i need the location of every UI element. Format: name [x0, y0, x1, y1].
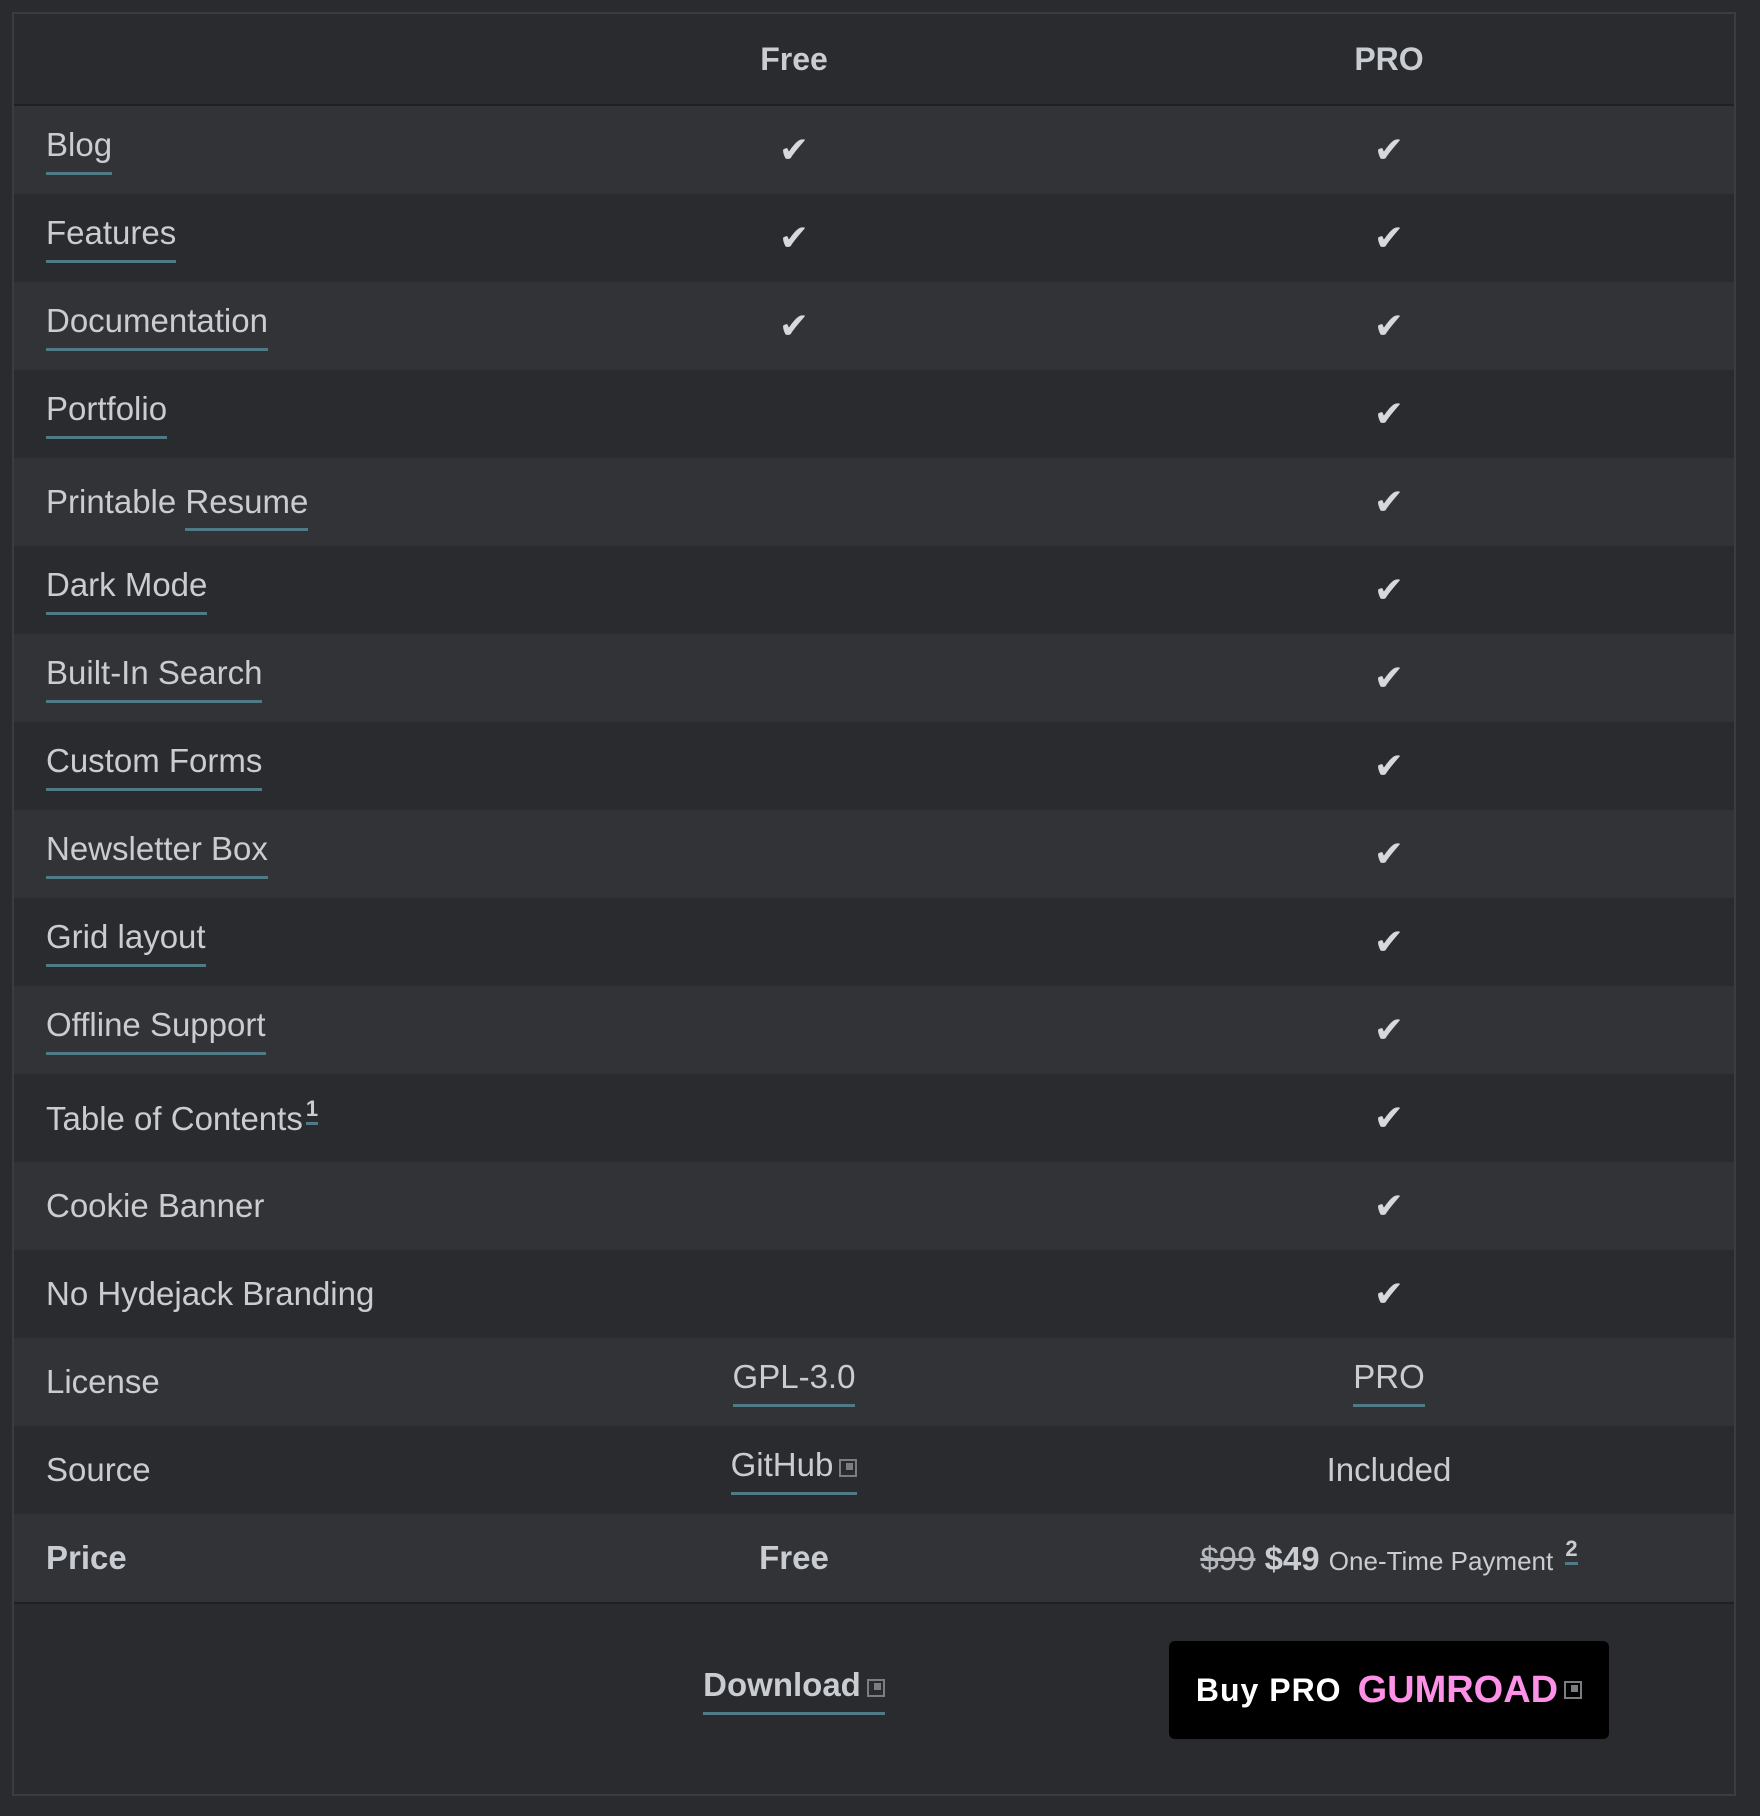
feature-link[interactable]: Grid layout: [46, 917, 206, 968]
buy-pro-button[interactable]: [1169, 1641, 1609, 1739]
source-row: [14, 1426, 1734, 1514]
check-icon: ✔: [1373, 129, 1405, 171]
table-row: [14, 282, 1734, 370]
feature-link[interactable]: Dark Mode: [46, 565, 207, 616]
check-icon: ✔: [1373, 921, 1405, 963]
license-pro-link[interactable]: PRO: [1353, 1357, 1425, 1408]
external-link-icon: [867, 1679, 885, 1697]
feature-link[interactable]: Built-In Search: [46, 653, 262, 704]
check-icon: ✔: [1373, 745, 1405, 787]
feature-link[interactable]: Portfolio: [46, 389, 167, 440]
license-row: [14, 1338, 1734, 1426]
check-icon: ✔: [1373, 833, 1405, 875]
feature-link[interactable]: Blog: [46, 125, 112, 176]
check-icon: ✔: [778, 129, 810, 171]
check-icon: ✔: [1373, 481, 1405, 523]
table-row: [14, 194, 1734, 282]
feature-link[interactable]: Custom Forms: [46, 741, 262, 792]
feature-link[interactable]: Newsletter Box: [46, 829, 268, 880]
feature-link[interactable]: Resume: [185, 483, 308, 531]
check-icon: ✔: [1373, 217, 1405, 259]
table-row: [14, 105, 1734, 194]
check-icon: ✔: [1373, 657, 1405, 699]
table-row: [14, 458, 1734, 546]
table-row: [14, 634, 1734, 722]
license-free-link[interactable]: GPL-3.0: [733, 1357, 856, 1408]
table-row: [14, 1074, 1734, 1162]
source-pro-value: Included: [1326, 1451, 1452, 1489]
comparison-table: [14, 14, 1734, 1776]
feature-label: Cookie Banner: [46, 1187, 265, 1225]
github-link-label: GitHub: [730, 1445, 834, 1483]
header-empty: [14, 14, 544, 105]
feature-label: Table of Contents: [46, 1099, 303, 1137]
header-pro: PRO: [1044, 14, 1734, 105]
footnote-link[interactable]: 2: [1565, 1538, 1577, 1565]
check-icon: ✔: [1373, 305, 1405, 347]
header-free: Free: [544, 14, 1044, 105]
table-row: [14, 810, 1734, 898]
check-icon: ✔: [1373, 1273, 1405, 1315]
external-link-icon: [839, 1459, 857, 1477]
buy-pro-label: Buy PRO: [1195, 1671, 1342, 1708]
table-row: [14, 546, 1734, 634]
check-icon: ✔: [778, 305, 810, 347]
table-row: [14, 1250, 1734, 1338]
check-icon: ✔: [1373, 569, 1405, 611]
license-label: License: [46, 1363, 160, 1401]
github-link[interactable]: [731, 1445, 858, 1496]
old-price: $99: [1200, 1540, 1256, 1577]
table-row: [14, 370, 1734, 458]
feature-label: Printable: [46, 483, 186, 521]
check-icon: ✔: [1373, 393, 1405, 435]
check-icon: ✔: [1373, 1097, 1405, 1139]
download-button[interactable]: [703, 1666, 885, 1715]
price-label: Price: [46, 1539, 127, 1577]
external-link-icon: [1564, 1681, 1582, 1699]
feature-label: No Hydejack Branding: [46, 1275, 375, 1313]
gumroad-logo: GUMROAD: [1357, 1668, 1559, 1711]
table-row: [14, 1162, 1734, 1250]
price-row: [14, 1514, 1734, 1603]
download-label: Download: [703, 1665, 861, 1703]
table-row: [14, 986, 1734, 1074]
new-price: $49: [1264, 1540, 1320, 1577]
buttons-row: [14, 1603, 1734, 1776]
check-icon: ✔: [1373, 1009, 1405, 1051]
table-row: [14, 898, 1734, 986]
feature-link[interactable]: Offline Support: [46, 1005, 266, 1056]
table-header-row: [14, 14, 1734, 105]
feature-link[interactable]: Documentation: [46, 301, 268, 352]
check-icon: ✔: [1373, 1185, 1405, 1227]
comparison-panel: [12, 12, 1736, 1796]
footnote-link[interactable]: 1: [306, 1098, 318, 1125]
check-icon: ✔: [778, 217, 810, 259]
payment-note: One-Time Payment: [1328, 1546, 1554, 1576]
source-label: Source: [46, 1451, 151, 1489]
table-row: [14, 722, 1734, 810]
feature-link[interactable]: Features: [46, 213, 176, 264]
price-free: Free: [759, 1539, 829, 1577]
